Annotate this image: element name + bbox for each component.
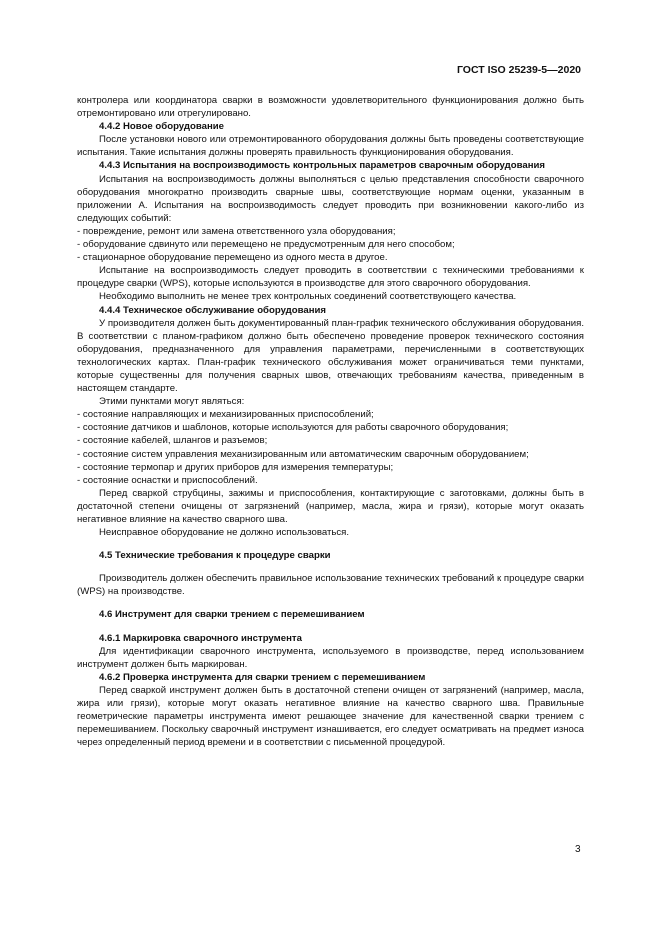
spacer [77,622,584,632]
document-body [77,94,584,749]
page-number: 3 [575,844,581,855]
paragraph: Перед сваркой струбцины, зажимы и приспособления, контактирующие с заготовками, должны быть в достаточной степени очищены от загрязнений (например, масла, жира и грязи), которые могут оказать негативное влияние на качество сварного шва. [77,487,584,525]
spacer [77,539,584,549]
list-item: - состояние систем управления механизированным или автоматическим сварочным оборудованием; [77,448,529,460]
section-heading: 4.4.3 Испытания на воспроизводимость контрольных параметров сварочным оборудования [99,160,545,172]
section-heading: 4.6 Инструмент для сварки трением с перемешиванием [99,609,365,621]
section-heading: 4.4.4 Техническое обслуживание оборудования [99,304,327,316]
list-item: - состояние направляющих и механизированных приспособлений; [77,409,374,421]
spacer [77,598,584,608]
section-heading: 4.6.2 Проверка инструмента для сварки трением с перемешиванием [99,671,426,683]
document-header-id: ГОСТ ISO 25239-5—2020 [456,64,581,76]
paragraph: Необходимо выполнить не менее трех контрольных соединений соответствующего качества. [99,291,517,303]
paragraph: Этими пунктами могут являться: [99,396,245,408]
list-item: - состояние кабелей, шлангов и разъемов; [77,435,268,447]
list-item: - повреждение, ремонт или замена ответственного узла оборудования; [77,225,396,237]
paragraph: Производитель должен обеспечить правильное использование технических требований к процедуре сварки (WPS) на производстве. [77,573,584,598]
list-item: - оборудование сдвинуто или перемещено не предусмотренным для него способом; [77,239,455,251]
paragraph: Неисправное оборудование не должно использоваться. [99,527,350,539]
list-item: - стационарное оборудование перемещено из одного места в другое. [77,252,388,264]
paragraph: После установки нового или отремонтированного оборудования должны быть проведены соответствующие испытания. Такие испытания должны проверять правильность функционирования оборудования. [77,134,584,159]
section-heading: 4.6.1 Маркировка сварочного инструмента [99,632,302,644]
paragraph: Перед сваркой инструмент должен быть в достаточной степени очищен от загрязнений (например, масла, жира или грязи), которые могут оказать негативное влияние на качество сварного шва. Правильные геометрические параметры инструмента имеют решающее значение для качественной сварки трением с перемешиванием. Поскольку сварочный инструмент изнашивается, его следует осматривать на предмет износа через определенный период времени и в соответствии с письменной процедурой. [77,684,584,749]
list-item: - состояние оснастки и приспособлений. [77,474,258,486]
paragraph: Испытания на воспроизводимость должны выполняться с целью представления способности сварочного оборудования многократно производить сварные швы, соответствующие нормам оценки, указанным в приложении А. Испытания на воспроизводимость следует проводить при возникновении какого-либо из следующих событий: [77,173,584,224]
paragraph: Испытание на воспроизводимость следует проводить в соответствии с техническими требованиями к процедуре сварки (WPS), которые используются в производстве для этого сварочного оборудования. [77,265,584,290]
section-heading: 4.5 Технические требования к процедуре сварки [99,550,331,562]
paragraph: контролера или координатора сварки в возможности удовлетворительного функционирования должно быть отремонтировано или отрегулировано. [77,95,584,120]
list-item: - состояние датчиков и шаблонов, которые используются для работы сварочного оборудования; [77,422,509,434]
section-heading: 4.4.2 Новое оборудование [99,121,224,133]
list-item: - состояние термопар и других приборов для измерения температуры; [77,461,394,473]
spacer [77,562,584,572]
paragraph: Для идентификации сварочного инструмента, используемого в производстве, перед использованием инструмент должен быть маркирован. [77,645,584,670]
paragraph: У производителя должен быть документированный план-график технического обслуживания оборудования. В соответствии с планом-графиком должно быть обеспечено проведение проверок технического состояния оборудования, предназначенного для управления параметрами, перечисленными в соответствующих технологических картах. План-график технического обслуживания может ограничиваться теми пунктами, которые существенны для получения сварных швов, отвечающих требованиям качества, приведенным в настоящем стандарте. [77,317,584,395]
